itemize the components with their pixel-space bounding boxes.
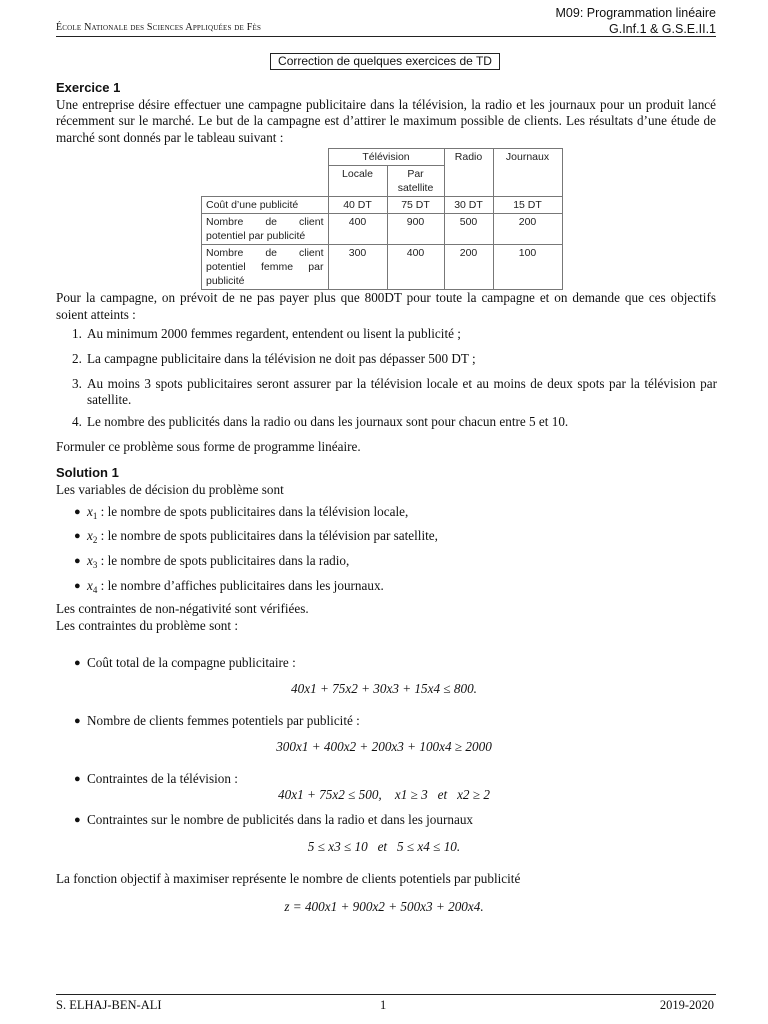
table-head-radio: Radio [444,149,493,197]
footer-author: S. ELHAJ-BEN-ALI [56,998,162,1012]
variable-item: $x_2$ : le nombre de spots publicitaires dans la télévision par satellite, [87,528,438,545]
bullet-icon: ● [74,715,81,727]
header-school: École Nationale des Sciences Appliquées de Fès [56,22,262,33]
table-row [202,149,563,166]
constraint-label: Contraintes de la télévision : [87,771,238,786]
table-cell: 100 [493,245,562,290]
exercise-intro: Une entreprise désire effectuer une campagne publicitaire dans la télévision, la radio et les journaux pour un produit lancé récemment sur le marché. Le but de la campagne est d’attirer le maximum possible de clients. Les résultats d’une étude de marché sont donnés par le tableau suivant : [56,96,716,145]
objective-formula: z = 400x1 + 900x2 + 500x3 + 200x4. [284,899,484,914]
table-row-label: Nombre de client potentiel femme par publicité [202,245,329,290]
constraint-formula: 300x1 + 400x2 + 200x3 + 100x4 ≥ 2000 [276,739,492,754]
objective-text: Au minimum 2000 femmes regardent, entendent ou lisent la publicité ; [87,326,461,341]
header-rule [56,36,716,37]
header-course-info [556,5,717,37]
table-row [202,214,563,245]
variable-item: $x_1$ : le nombre de spots publicitaires dans la télévision locale, [87,504,409,521]
header-classes: G.Inf.1 & G.S.E.II.1 [609,22,716,36]
objective-text: Le nombre des publicités dans la radio ou dans les journaux sont pour chacun entre 5 et 10. [87,414,569,429]
list-number: 3. [72,376,82,391]
list-number: 2. [72,351,82,366]
constraint-formula: 40x1 + 75x2 ≤ 500, x1 ≥ 3 et x2 ≥ 2 [278,787,490,802]
header-course: M09: Programmation linéaire [555,6,716,20]
constraint-label: Nombre de clients femmes potentiels par publicité : [87,713,360,728]
bullet-icon: ● [74,773,81,785]
variable-item: $x_4$ : le nombre d’affiches publicitaires dans les journaux. [87,578,384,595]
footer-page-number: 1 [380,998,387,1012]
bullet-icon: ● [74,814,81,826]
solution-title: Solution 1 [56,465,119,480]
objective-text: La campagne publicitaire dans la télévision ne doit pas dépasser 500 DT ; [87,351,476,366]
bullet-icon: ● [74,530,81,542]
bullet-icon: ● [74,555,81,567]
exercise-closing: Formuler ce problème sous forme de programme linéaire. [56,439,361,454]
table-cell: 300 [328,245,387,290]
nonneg-text: Les contraintes de non-négativité sont vérifiées. [56,601,309,616]
table-cell: 40 DT [328,197,387,214]
solution-section [56,465,716,498]
table-row [202,197,563,214]
objective-intro: La fonction objectif à maximiser représente le nombre de clients potentiels par publicité [56,871,521,886]
table-empty-cell [202,149,329,197]
bullet-icon: ● [74,657,81,669]
table-cell: 400 [387,245,444,290]
table-cell: 75 DT [387,197,444,214]
solution-intro: Les variables de décision du problème sont [56,481,284,497]
table-cell: 400 [328,214,387,245]
constraint-formula: 5 ≤ x3 ≤ 10 et 5 ≤ x4 ≤ 10. [307,839,461,854]
bullet-icon: ● [74,580,81,592]
exercise-section [56,80,716,146]
constraint-label: Contraintes sur le nombre de publicités dans la radio et dans les journaux [87,812,474,827]
constraint-label: Coût total de la compagne publicitaire : [87,655,296,670]
constraints-intro-block [56,601,716,634]
table-row-label: Nombre de client potentiel par publicité [202,214,329,245]
exercise-text2: Pour la campagne, on prévoit de ne pas payer plus que 800DT pour toute la campagne et on demande que ces objectifs soient atteints : [56,290,716,322]
table-cell: 200 [493,214,562,245]
exercise-title: Exercice 1 [56,80,121,95]
footer-rule [56,994,716,995]
table-cell: 500 [444,214,493,245]
footer-year: 2019-2020 [659,998,714,1012]
boxed-title: Correction de quelques exercices de TD [270,53,500,70]
table-head-tv: Télévision [328,149,444,166]
table-row [202,245,563,290]
objective-text: Au moins 3 spots publicitaires seront assurer par la télévision locale et au moins de deux spots par la télévision par satellite. [87,376,717,407]
constraints-intro: Les contraintes du problème sont : [56,617,239,633]
table-head-journaux: Journaux [493,149,562,197]
table-cell: 15 DT [493,197,562,214]
table-head-locale: Locale [328,166,387,197]
list-number: 1. [72,326,82,341]
table-row-label: Coût d’une publicité [202,197,329,214]
bullet-icon: ● [74,506,81,518]
list-number: 4. [72,414,82,429]
table-cell: 900 [387,214,444,245]
market-study-table [201,148,563,290]
table-cell: 200 [444,245,493,290]
table-head-satellite: Par satellite [387,166,444,197]
variable-item: $x_3$ : le nombre de spots publicitaires dans la radio, [87,553,350,570]
constraint-formula: 40x1 + 75x2 + 30x3 + 15x4 ≤ 800. [291,681,477,696]
table-cell: 30 DT [444,197,493,214]
